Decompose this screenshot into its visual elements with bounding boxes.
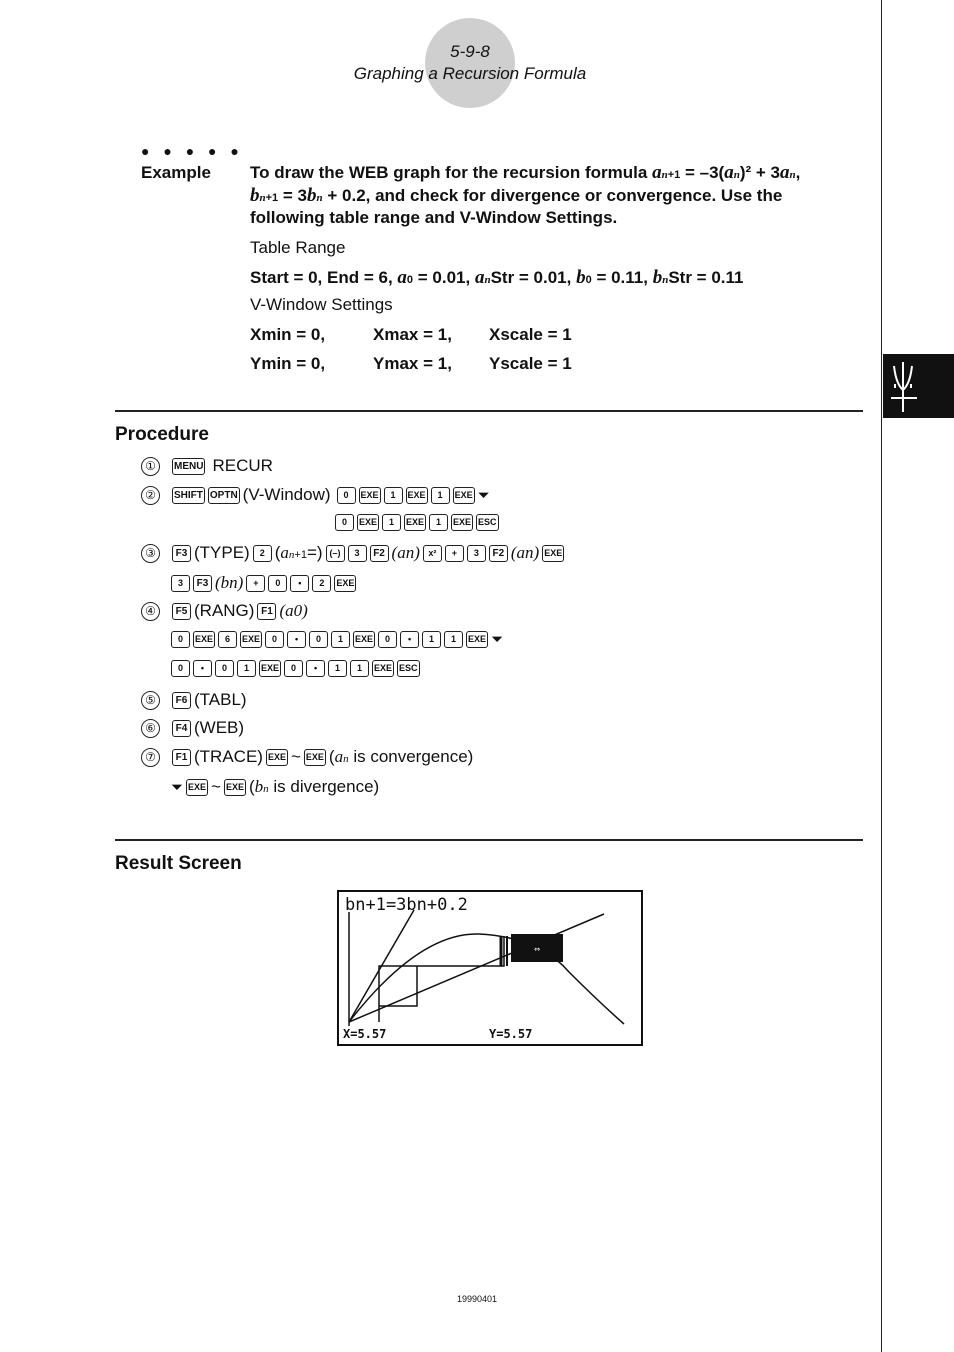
cursor-icon: ⇔ — [533, 944, 541, 955]
section-title: Graphing a Recursion Formula — [353, 64, 587, 83]
ymin: Ymin = 0, — [250, 354, 326, 373]
step-4-cont-1: 0 EXE 6 EXE 0 • 0 1 EXE 0 • 1 1 EXE ⏷ — [171, 631, 503, 648]
step-2-cont: 0 EXE 1 EXE 1 EXE ESC — [335, 514, 502, 531]
calculator-screen — [337, 890, 643, 1046]
recursion-graph-icon — [883, 354, 954, 418]
shift-key: SHIFT — [172, 487, 205, 504]
step-4-cont-2: 0 • 0 1 EXE 0 • 1 1 EXE ESC — [171, 660, 423, 677]
footer-code: 19990401 — [456, 1294, 498, 1304]
procedure-title: Procedure — [115, 424, 209, 445]
margin-line — [881, 0, 882, 1352]
step-7-cont: ⏷ EXE ~ EXE (bn is divergence) — [171, 777, 380, 796]
ymax: Ymax = 1, — [373, 354, 452, 373]
menu-key: MENU — [172, 458, 205, 475]
divider-result — [115, 839, 863, 841]
step-3-cont: 3 F3 (bn) + 0 • 2 EXE — [171, 573, 359, 593]
result-title: Result Screen — [115, 853, 242, 874]
step-2: ② SHIFT OPTN (V-Window) 0 EXE 1 EXE 1 EXE ⏷ — [141, 485, 490, 505]
step-5: ⑤ F6 (TABL) — [141, 690, 247, 710]
x-readout: X=5.57 — [343, 1027, 387, 1041]
yscale: Yscale = 1 — [489, 354, 572, 373]
cursor-down-icon: ⏷ — [477, 486, 490, 504]
example-line-2: bn+1 = 3bn + 0.2, and check for divergence or convergence. Use the — [250, 185, 783, 206]
y-readout: Y=5.57 — [489, 1027, 533, 1041]
table-range-label: Table Range — [250, 238, 346, 257]
step-7: ⑦ F1 (TRACE) EXE ~ EXE (an is convergence) — [141, 747, 473, 767]
xmax: Xmax = 1, — [373, 325, 452, 344]
example-line-1: To draw the WEB graph for the recursion formula an+1 = –3(an)² + 3an, — [250, 162, 801, 183]
divider-procedure — [115, 410, 863, 412]
example-dots: ● ● ● ● ● — [141, 143, 244, 159]
header-circle — [425, 18, 515, 108]
vwindow-label: V-Window Settings — [250, 295, 393, 314]
step-3: ③ F3 (TYPE) 2 (an+1=) (–) 3 F2 (an) x² + 3 F2 (an) EXE — [141, 543, 567, 563]
screen-formula: bn+1=3bn+0.2 — [345, 895, 468, 915]
example-line-3: following table range and V-Window Settings. — [250, 208, 618, 227]
table-range-values: Start = 0, End = 6, a0 = 0.01, anStr = 0.01, b0 = 0.11, bnStr = 0.11 — [250, 267, 744, 288]
page-number: 5-9-8 — [450, 42, 490, 61]
example-label: Example — [141, 163, 211, 182]
step-4: ④ F5 (RANG) F1 (a0) — [141, 601, 308, 621]
xscale: Xscale = 1 — [489, 325, 572, 344]
esc-key: ESC — [476, 514, 499, 531]
step-1: ① MENU RECUR — [141, 456, 273, 476]
web-graph — [339, 892, 641, 1044]
optn-key: OPTN — [208, 487, 240, 504]
cursor-down-icon: ⏷ — [171, 778, 184, 796]
step-6: ⑥ F4 (WEB) — [141, 718, 244, 738]
cursor-down-icon: ⏷ — [491, 631, 504, 648]
xmin: Xmin = 0, — [250, 325, 326, 344]
chapter-tab — [883, 354, 954, 418]
